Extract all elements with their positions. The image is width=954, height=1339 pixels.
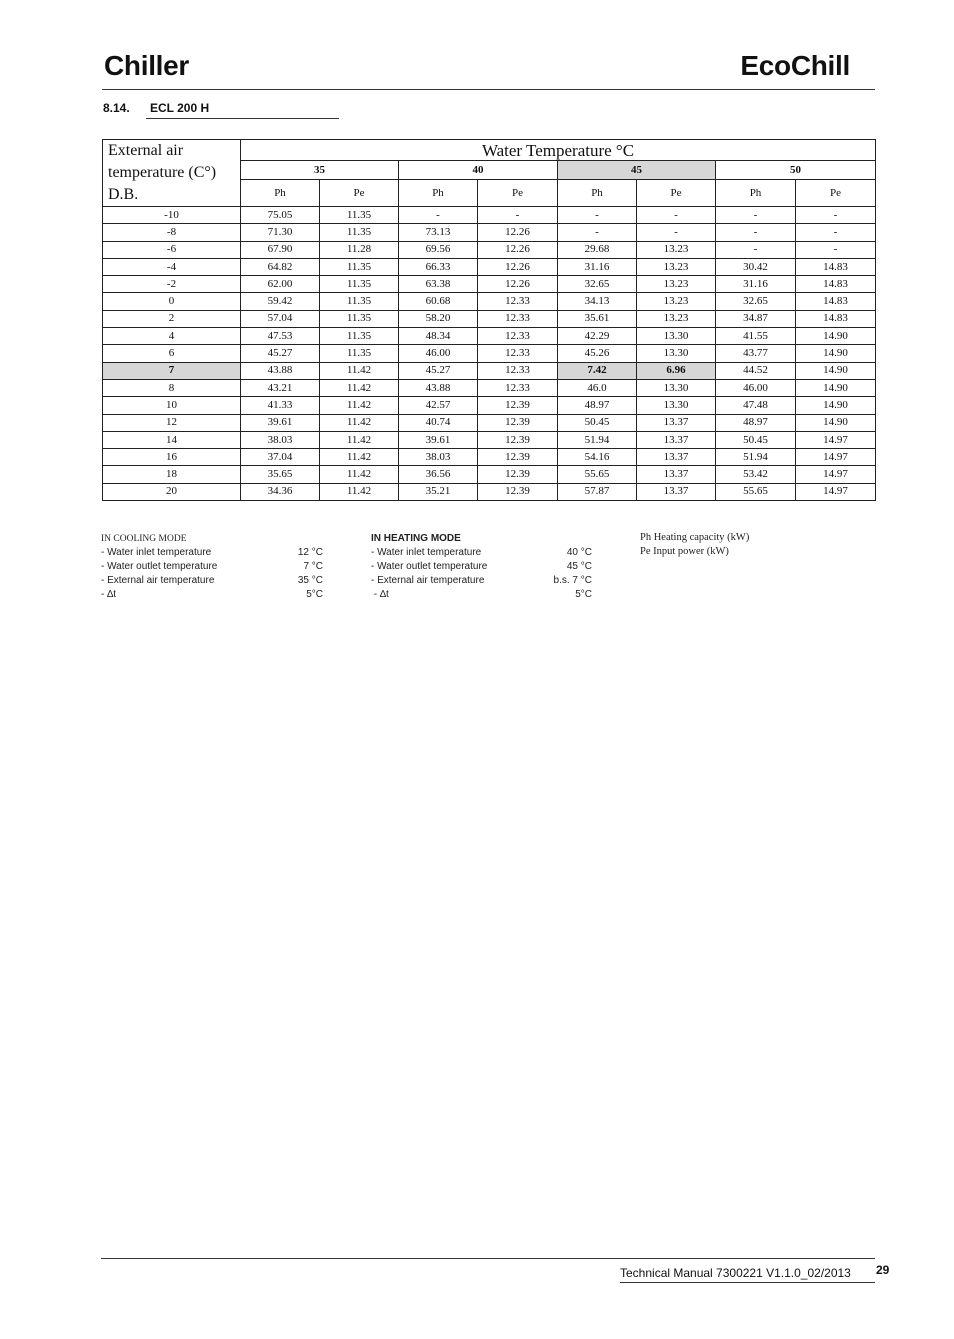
table-cell: 71.30: [241, 224, 320, 241]
table-cell: 6.96: [637, 362, 716, 379]
table-cell: 11.35: [320, 207, 399, 224]
cooling-conditions: [101, 532, 323, 602]
table-cell: 12.39: [478, 466, 558, 483]
table-cell: 34.36: [241, 483, 320, 500]
table-cell: 50.45: [716, 431, 796, 448]
group-header-50: 50: [716, 161, 876, 180]
table-cell: 11.35: [320, 258, 399, 275]
heating-conditions: [371, 532, 592, 602]
condition-value: 7 °C: [303, 561, 323, 572]
table-cell: 48.97: [558, 397, 637, 414]
table-row: [103, 276, 876, 293]
table-cell: 30.42: [716, 258, 796, 275]
row-temperature-cell: 4: [103, 328, 241, 345]
condition-value: 12 °C: [297, 547, 323, 558]
table-cell: 13.37: [637, 431, 716, 448]
table-cell: 42.29: [558, 328, 637, 345]
heating-condition-row: [371, 560, 592, 574]
table-cell: 14.83: [796, 310, 876, 327]
table-cell: 63.38: [399, 276, 478, 293]
table-row: [103, 379, 876, 396]
table-cell: 29.68: [558, 241, 637, 258]
table-cell: 11.42: [320, 431, 399, 448]
table-cell: 11.42: [320, 379, 399, 396]
footer-divider: [101, 1258, 875, 1259]
row-temperature-cell: -6: [103, 241, 241, 258]
table-cell: -: [716, 207, 796, 224]
table-row: [103, 207, 876, 224]
table-row: [103, 224, 876, 241]
table-cell: 42.57: [399, 397, 478, 414]
table-cell: 14.90: [796, 328, 876, 345]
table-cell: 13.37: [637, 449, 716, 466]
table-row: [103, 431, 876, 448]
page-number: 29: [876, 1263, 890, 1277]
table-cell: 14.97: [796, 466, 876, 483]
table-cell: 45.27: [399, 362, 478, 379]
table-cell: 12.39: [478, 397, 558, 414]
table-cell: 13.23: [637, 276, 716, 293]
table-cell: 12.39: [478, 483, 558, 500]
heating-condition-row: [371, 574, 592, 588]
table-row: [103, 241, 876, 258]
table-cell: 43.21: [241, 379, 320, 396]
table-cell: 53.42: [716, 466, 796, 483]
table-cell: 38.03: [241, 431, 320, 448]
sub-header-pe: Pe: [320, 180, 399, 207]
table-cell: 55.65: [558, 466, 637, 483]
table-cell: 13.23: [637, 241, 716, 258]
table-cell: 55.65: [716, 483, 796, 500]
table-cell: 12.33: [478, 362, 558, 379]
table-cell: -: [558, 224, 637, 241]
table-cell: 12.39: [478, 431, 558, 448]
sub-header-pe: Pe: [796, 180, 876, 207]
table-cell: 14.97: [796, 449, 876, 466]
table-cell: 46.0: [558, 379, 637, 396]
table-cell: 14.83: [796, 276, 876, 293]
condition-label: - Water outlet temperature: [101, 561, 218, 572]
table-cell: 43.88: [399, 379, 478, 396]
table-cell: 13.30: [637, 379, 716, 396]
row-temperature-cell: -10: [103, 207, 241, 224]
table-corner-label: External air temperature (C°) D.B.: [103, 140, 241, 207]
table-cell: 51.94: [716, 449, 796, 466]
table-cell: 64.82: [241, 258, 320, 275]
table-cell: 67.90: [241, 241, 320, 258]
table-cell: 40.74: [399, 414, 478, 431]
row-temperature-cell: 7: [103, 362, 241, 379]
table-cell: -: [796, 241, 876, 258]
table-cell: 46.00: [716, 379, 796, 396]
table-cell: 73.13: [399, 224, 478, 241]
table-row: [103, 362, 876, 379]
table-cell: 35.61: [558, 310, 637, 327]
table-cell: 37.04: [241, 449, 320, 466]
table-cell: -: [558, 207, 637, 224]
row-temperature-cell: 10: [103, 397, 241, 414]
table-cell: 12.26: [478, 224, 558, 241]
table-cell: 48.97: [716, 414, 796, 431]
condition-label: - Water outlet temperature: [371, 561, 488, 572]
section-underline: [146, 118, 339, 119]
table-cell: 11.35: [320, 224, 399, 241]
table-cell: 11.35: [320, 345, 399, 362]
row-temperature-cell: 6: [103, 345, 241, 362]
condition-value: b.s. 7 °C: [553, 575, 592, 586]
table-cell: 11.42: [320, 466, 399, 483]
row-temperature-cell: 14: [103, 431, 241, 448]
table-cell: 12.26: [478, 258, 558, 275]
table-cell: 69.56: [399, 241, 478, 258]
row-temperature-cell: 18: [103, 466, 241, 483]
table-cell: 43.88: [241, 362, 320, 379]
legend-pe: Pe Input power (kW): [640, 546, 729, 557]
table-cell: 11.28: [320, 241, 399, 258]
table-cell: 32.65: [558, 276, 637, 293]
table-cell: 46.00: [399, 345, 478, 362]
table-cell: 57.87: [558, 483, 637, 500]
table-cell: 60.68: [399, 293, 478, 310]
footer-document-id: Technical Manual 7300221 V1.1.0_02/2013: [620, 1266, 851, 1280]
table-cell: 41.33: [241, 397, 320, 414]
water-temperature-header: Water Temperature °C: [241, 140, 876, 161]
table-cell: 34.13: [558, 293, 637, 310]
table-cell: 47.53: [241, 328, 320, 345]
table-cell: 54.16: [558, 449, 637, 466]
sub-header-ph: Ph: [241, 180, 320, 207]
table-cell: 14.90: [796, 414, 876, 431]
cooling-title: IN COOLING MODE: [101, 534, 187, 544]
table-cell: 51.94: [558, 431, 637, 448]
table-cell: 11.35: [320, 328, 399, 345]
row-temperature-cell: 16: [103, 449, 241, 466]
table-row: [103, 328, 876, 345]
table-cell: 14.90: [796, 345, 876, 362]
header-right-title: EcoChill: [740, 50, 850, 81]
table-row: [103, 414, 876, 431]
performance-table: [102, 139, 876, 501]
condition-label: - Water inlet temperature: [101, 547, 212, 558]
table-cell: 38.03: [399, 449, 478, 466]
table-cell: 12.33: [478, 328, 558, 345]
table-cell: 45.27: [241, 345, 320, 362]
cooling-condition-row: [101, 560, 323, 574]
table-cell: 57.04: [241, 310, 320, 327]
group-header-40: 40: [399, 161, 558, 180]
table-cell: 50.45: [558, 414, 637, 431]
condition-label: - Water inlet temperature: [371, 547, 482, 558]
condition-value: 5°C: [306, 589, 323, 600]
cooling-condition-row: [101, 588, 323, 602]
table-cell: 12.39: [478, 414, 558, 431]
table-cell: 11.42: [320, 362, 399, 379]
table-cell: 12.33: [478, 310, 558, 327]
group-header-45: 45: [558, 161, 716, 180]
row-temperature-cell: -2: [103, 276, 241, 293]
heating-condition-row: [371, 546, 592, 560]
condition-label: - External air temperature: [371, 575, 485, 586]
table-cell: 62.00: [241, 276, 320, 293]
table-cell: 14.83: [796, 293, 876, 310]
table-cell: 13.30: [637, 328, 716, 345]
table-cell: 35.21: [399, 483, 478, 500]
table-cell: 31.16: [558, 258, 637, 275]
table-row: [103, 397, 876, 414]
table-cell: 12.26: [478, 276, 558, 293]
header-left-title: Chiller: [104, 50, 190, 81]
table-cell: 14.90: [796, 397, 876, 414]
header-divider: [102, 89, 875, 90]
cooling-condition-row: [101, 546, 323, 560]
table-cell: -: [637, 207, 716, 224]
section-number: 8.14.: [103, 101, 130, 115]
table-cell: 11.42: [320, 483, 399, 500]
sub-header-ph: Ph: [558, 180, 637, 207]
table-cell: 13.37: [637, 483, 716, 500]
condition-label: - ∆t: [101, 589, 117, 600]
table-cell: 13.30: [637, 397, 716, 414]
table-cell: 58.20: [399, 310, 478, 327]
table-cell: 44.52: [716, 362, 796, 379]
table-cell: 11.35: [320, 310, 399, 327]
legend: [640, 531, 749, 559]
condition-label: - External air temperature: [101, 575, 215, 586]
table-cell: 12.33: [478, 379, 558, 396]
condition-value: 45 °C: [566, 561, 592, 572]
table-cell: 13.37: [637, 414, 716, 431]
table-cell: 13.23: [637, 258, 716, 275]
row-temperature-cell: -8: [103, 224, 241, 241]
table-cell: -: [796, 224, 876, 241]
row-temperature-cell: -4: [103, 258, 241, 275]
table-cell: -: [478, 207, 558, 224]
table-cell: 48.34: [399, 328, 478, 345]
table-cell: 75.05: [241, 207, 320, 224]
table-cell: 13.23: [637, 293, 716, 310]
table-cell: 7.42: [558, 362, 637, 379]
table-cell: 11.42: [320, 449, 399, 466]
row-temperature-cell: 12: [103, 414, 241, 431]
table-cell: 41.55: [716, 328, 796, 345]
table-cell: 66.33: [399, 258, 478, 275]
row-temperature-cell: 8: [103, 379, 241, 396]
table-cell: 34.87: [716, 310, 796, 327]
table-cell: 13.23: [637, 310, 716, 327]
group-header-35: 35: [241, 161, 399, 180]
condition-label: - ∆t: [371, 589, 389, 600]
table-cell: -: [637, 224, 716, 241]
table-cell: 14.83: [796, 258, 876, 275]
table-cell: 31.16: [716, 276, 796, 293]
table-cell: 14.90: [796, 362, 876, 379]
sub-header-pe: Pe: [637, 180, 716, 207]
condition-value: 40 °C: [566, 547, 592, 558]
heating-condition-row: [371, 588, 592, 602]
table-cell: 47.48: [716, 397, 796, 414]
table-cell: 13.37: [637, 466, 716, 483]
table-row: [103, 310, 876, 327]
table-row: [103, 258, 876, 275]
table-cell: 39.61: [399, 431, 478, 448]
table-cell: 39.61: [241, 414, 320, 431]
table-row: [103, 483, 876, 500]
condition-value: 5°C: [575, 589, 592, 600]
table-cell: 35.65: [241, 466, 320, 483]
table-cell: 12.33: [478, 345, 558, 362]
sub-header-ph: Ph: [399, 180, 478, 207]
table-cell: 11.42: [320, 414, 399, 431]
table-cell: 14.90: [796, 379, 876, 396]
table-cell: 12.26: [478, 241, 558, 258]
table-body: [103, 207, 876, 501]
table-row: [103, 466, 876, 483]
section-title: ECL 200 H: [150, 101, 210, 115]
table-row: [103, 449, 876, 466]
table-cell: 11.35: [320, 293, 399, 310]
table-cell: 11.42: [320, 397, 399, 414]
row-temperature-cell: 2: [103, 310, 241, 327]
sub-header-pe: Pe: [478, 180, 558, 207]
table-cell: 14.97: [796, 431, 876, 448]
table-cell: -: [399, 207, 478, 224]
table-cell: -: [716, 224, 796, 241]
table-cell: -: [796, 207, 876, 224]
table-cell: 13.30: [637, 345, 716, 362]
heating-title: IN HEATING MODE: [371, 533, 461, 544]
table-cell: 32.65: [716, 293, 796, 310]
table-cell: 36.56: [399, 466, 478, 483]
legend-ph: Ph Heating capacity (kW): [640, 532, 750, 543]
table-cell: 43.77: [716, 345, 796, 362]
row-temperature-cell: 20: [103, 483, 241, 500]
table-cell: 14.97: [796, 483, 876, 500]
table-cell: 11.35: [320, 276, 399, 293]
footer-underline: [620, 1282, 875, 1283]
table-cell: 12.33: [478, 293, 558, 310]
row-temperature-cell: 0: [103, 293, 241, 310]
table-cell: 12.39: [478, 449, 558, 466]
table-cell: 59.42: [241, 293, 320, 310]
condition-value: 35 °C: [297, 575, 323, 586]
table-row: [103, 293, 876, 310]
cooling-condition-row: [101, 574, 323, 588]
table-cell: 45.26: [558, 345, 637, 362]
table-cell: -: [716, 241, 796, 258]
table-row: [103, 345, 876, 362]
sub-header-ph: Ph: [716, 180, 796, 207]
